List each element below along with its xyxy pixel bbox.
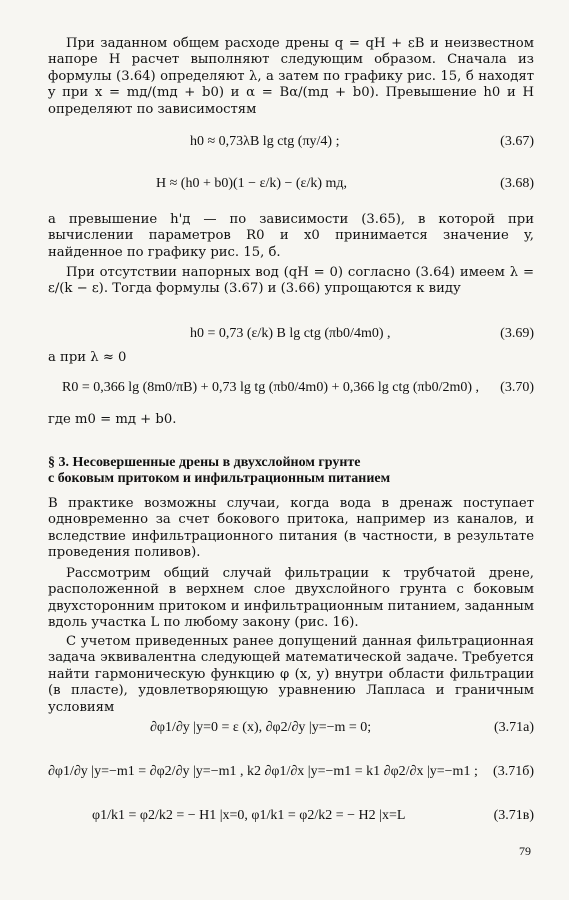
paragraph-no-pressure-water: При отсутствии напорных вод (qH = 0) согласно (3.64) имеем λ = ε/(k − ε). Тогда формулы (3.67) и (3.66) упрощаются к виду bbox=[48, 265, 534, 297]
page-number: 79 bbox=[519, 844, 531, 858]
equation-body: h0 ≈ 0,73λB lg ctg (πy/4) ; bbox=[190, 134, 340, 149]
equation-body: R0 = 0,366 lg (8m0/πB) + 0,73 lg tg (πb0/4m0) + 0,366 lg ctg (πb0/2m0) , bbox=[62, 380, 480, 395]
paragraph-excess-dependency: а превышение h'д — по зависимости (3.65), в которой при вычислении параметров R0 и x0 принимается значение y, найденное по графику рис. 15, б. bbox=[48, 212, 534, 260]
paragraph-math-problem: С учетом приведенных ранее допущений данная фильтрационная задача эквивалентна следующей математической задаче. Требуется найти гармоническую функцию φ (x, y) внутри области фильтрации (в пласте), удовлетворяющую уравнению Лапласа и граничным условиям bbox=[48, 634, 534, 715]
equation-3-71b bbox=[48, 760, 534, 784]
equation-number: (3.71в) bbox=[493, 808, 534, 823]
paragraph-m0-definition: где m0 = mд + b0. bbox=[48, 412, 177, 427]
equation-number: (3.67) bbox=[500, 134, 534, 149]
paragraph-practice-cases: В практике возможны случаи, когда вода в дренаж поступает одновременно за счет бокового притока, например из каналов, и вследствие инфильтрационного питания (в частности, в результате проведения поливов). bbox=[48, 496, 534, 561]
equation-3-68 bbox=[48, 172, 534, 196]
equation-3-69 bbox=[48, 322, 534, 346]
equation-body: φ1/k1 = φ2/k2 = − H1 |x=0, φ1/k1 = φ2/k2 = − H2 |x=L bbox=[92, 808, 406, 823]
equation-body: h0 = 0,73 (ε/k) B lg ctg (πb0/4m0) , bbox=[190, 326, 391, 341]
equation-body: ∂φ1/∂y |y=−m1 = ∂φ2/∂y |y=−m1 , k2 ∂φ1/∂x |y=−m1 = k1 ∂φ2/∂x |y=−m1 ; bbox=[48, 764, 478, 779]
equation-number: (3.71б) bbox=[493, 764, 534, 779]
equation-body: ∂φ1/∂y |y=0 = ε (x), ∂φ2/∂y |y=−m = 0; bbox=[150, 720, 372, 735]
equation-number: (3.70) bbox=[500, 380, 534, 395]
equation-3-71v bbox=[48, 804, 534, 828]
equation-body: H ≈ (h0 + b0)(1 − ε/k) − (ε/k) mд, bbox=[156, 176, 348, 191]
equation-3-67 bbox=[48, 130, 534, 154]
equation-number: (3.71а) bbox=[493, 720, 534, 735]
section-heading bbox=[48, 455, 534, 487]
paragraph-lambda-zero: а при λ ≈ 0 bbox=[48, 350, 127, 365]
paragraph-general-case: Рассмотрим общий случай фильтрации к трубчатой дрене, расположенной в верхнем слое двухслойного грунта с боковым двухсторонним притоком и инфильтрационным питанием, заданным вдоль участка L по любому закону (рис. 16). bbox=[48, 566, 534, 631]
equation-number: (3.69) bbox=[500, 326, 534, 341]
paragraph-calculation-method: При заданном общем расходе дрены q = qH + εB и неизвестном напоре H расчет выполняют следующим образом. Сначала из формулы (3.64) определяют λ, а затем по графику рис. 15, б находят y при x = mд/(mд + b0) и α = Bα/(mд + b0). Превышение h0 и H определяют по зависимостям bbox=[48, 36, 534, 117]
equation-3-70 bbox=[48, 376, 534, 400]
equation-number: (3.68) bbox=[500, 176, 534, 191]
section-heading-line-2: с боковым притоком и инфильтрационным питанием bbox=[48, 471, 391, 486]
equation-3-71a bbox=[48, 716, 534, 740]
section-heading-line-1: § 3. Несовершенные дрены в двухслойном грунте bbox=[48, 455, 361, 470]
